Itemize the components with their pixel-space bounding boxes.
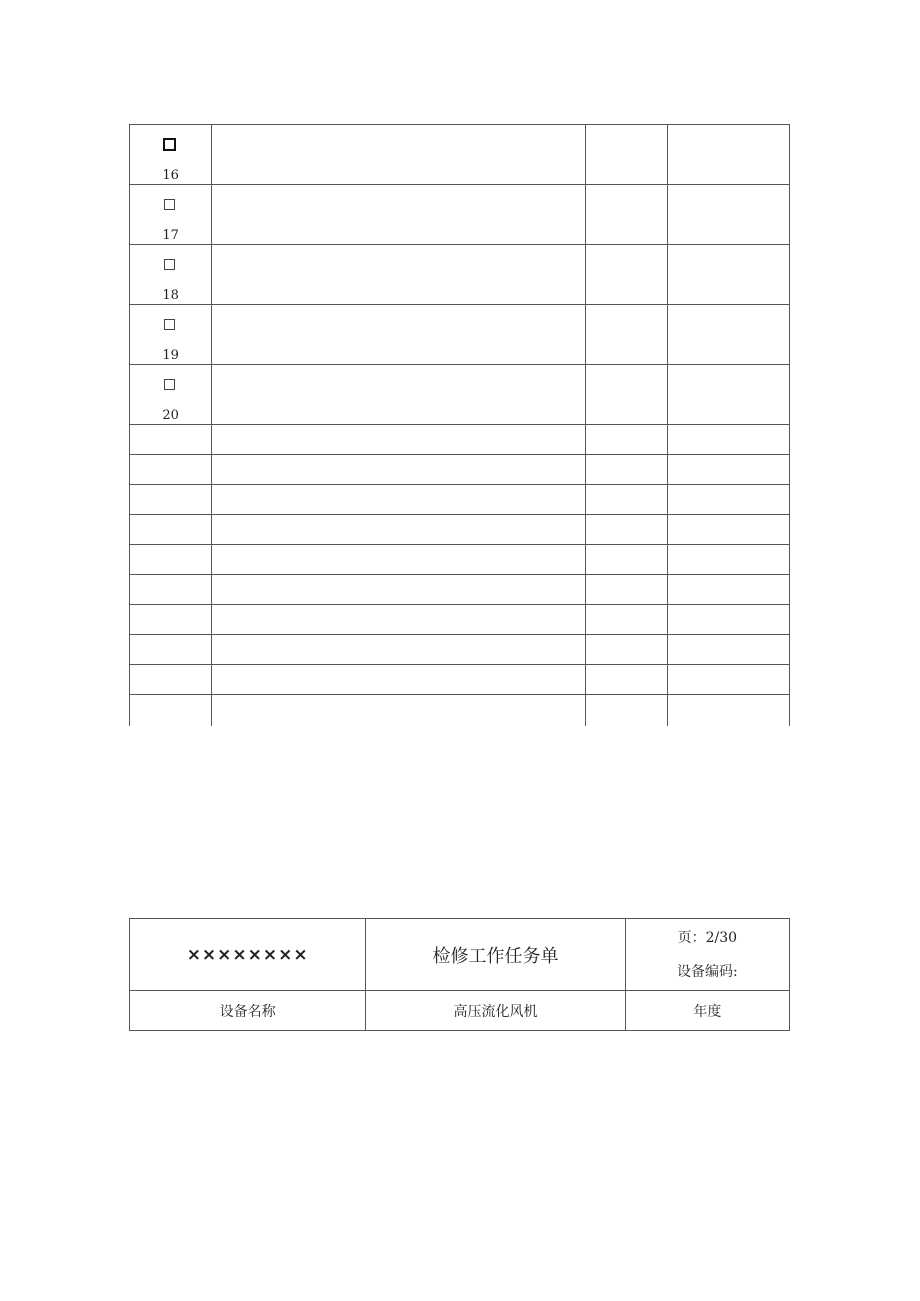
checkbox-icon[interactable] — [164, 319, 175, 330]
item-result-cell — [586, 245, 667, 305]
item-result-cell — [586, 365, 667, 425]
table-row — [130, 455, 790, 485]
empty-cell — [130, 545, 212, 575]
checklist-table — [129, 124, 790, 726]
empty-cell — [212, 575, 586, 605]
item-number: 16 — [162, 168, 179, 183]
empty-cell — [130, 635, 212, 665]
empty-cell — [586, 425, 667, 455]
item-content-cell — [212, 185, 586, 245]
empty-cell — [130, 455, 212, 485]
table-row — [130, 125, 790, 185]
empty-cell — [586, 605, 667, 635]
empty-cell — [212, 605, 586, 635]
form-header-table — [129, 918, 790, 1031]
checkbox-icon[interactable] — [164, 199, 175, 210]
item-content-cell — [212, 245, 586, 305]
empty-cell — [130, 695, 212, 727]
item-remark-cell — [667, 185, 789, 245]
empty-cell — [586, 485, 667, 515]
item-remark-cell — [667, 305, 789, 365]
empty-cell — [212, 425, 586, 455]
item-remark-cell — [667, 125, 789, 185]
table-row — [130, 605, 790, 635]
table-row — [130, 245, 790, 305]
header-top-row — [130, 919, 790, 991]
item-number: 17 — [162, 228, 179, 243]
checkbox-icon[interactable] — [163, 138, 176, 151]
empty-cell — [212, 515, 586, 545]
empty-cell — [667, 575, 789, 605]
item-remark-cell — [667, 245, 789, 305]
empty-cell — [130, 575, 212, 605]
empty-cell — [130, 425, 212, 455]
item-content-cell — [212, 365, 586, 425]
item-number-cell — [130, 185, 212, 245]
equipment-name-value: 高压流化风机 — [366, 991, 625, 1031]
equipment-name-label: 设备名称 — [130, 991, 366, 1031]
empty-cell — [212, 545, 586, 575]
table-row — [130, 545, 790, 575]
empty-cell — [667, 635, 789, 665]
empty-cell — [212, 485, 586, 515]
empty-cell — [130, 515, 212, 545]
company-name: ×××××××× — [186, 944, 309, 965]
table-row — [130, 305, 790, 365]
item-number-cell — [130, 305, 212, 365]
item-result-cell — [586, 305, 667, 365]
item-content-cell — [212, 125, 586, 185]
empty-cell — [586, 455, 667, 485]
item-number-cell — [130, 245, 212, 305]
empty-cell — [130, 605, 212, 635]
empty-cell — [667, 515, 789, 545]
empty-cell — [212, 665, 586, 695]
empty-cell — [667, 455, 789, 485]
year-label: 年度 — [625, 991, 789, 1031]
item-content-cell — [212, 305, 586, 365]
form-title: 检修工作任务单 — [432, 945, 559, 967]
empty-cell — [586, 695, 667, 727]
empty-cell — [667, 665, 789, 695]
empty-cell — [667, 485, 789, 515]
table-row — [130, 635, 790, 665]
empty-cell — [212, 635, 586, 665]
checkbox-icon[interactable] — [164, 379, 175, 390]
header-bottom-row — [130, 991, 790, 1031]
empty-cell — [212, 695, 586, 727]
table-row — [130, 575, 790, 605]
table-row — [130, 515, 790, 545]
table-row — [130, 185, 790, 245]
company-cell — [130, 919, 366, 991]
item-number: 18 — [162, 288, 179, 303]
page-number: 页：2/30 — [677, 929, 738, 946]
empty-cell — [667, 545, 789, 575]
checkbox-icon[interactable] — [164, 259, 175, 270]
item-result-cell — [586, 125, 667, 185]
item-number: 20 — [162, 408, 179, 423]
item-remark-cell — [667, 365, 789, 425]
empty-cell — [586, 545, 667, 575]
table-row — [130, 695, 790, 727]
empty-cell — [667, 695, 789, 727]
equipment-code-label: 设备编码: — [677, 963, 738, 980]
item-number-cell — [130, 365, 212, 425]
item-result-cell — [586, 185, 667, 245]
empty-cell — [212, 455, 586, 485]
item-number-cell — [130, 125, 212, 185]
empty-cell — [586, 635, 667, 665]
table-row — [130, 485, 790, 515]
empty-cell — [130, 485, 212, 515]
table-row — [130, 365, 790, 425]
empty-cell — [667, 425, 789, 455]
table-row — [130, 425, 790, 455]
empty-cell — [586, 515, 667, 545]
empty-cell — [586, 575, 667, 605]
meta-cell — [625, 919, 789, 991]
empty-cell — [130, 665, 212, 695]
title-cell — [366, 919, 625, 991]
table-row — [130, 665, 790, 695]
item-number: 19 — [162, 348, 179, 363]
empty-cell — [586, 665, 667, 695]
empty-cell — [667, 605, 789, 635]
